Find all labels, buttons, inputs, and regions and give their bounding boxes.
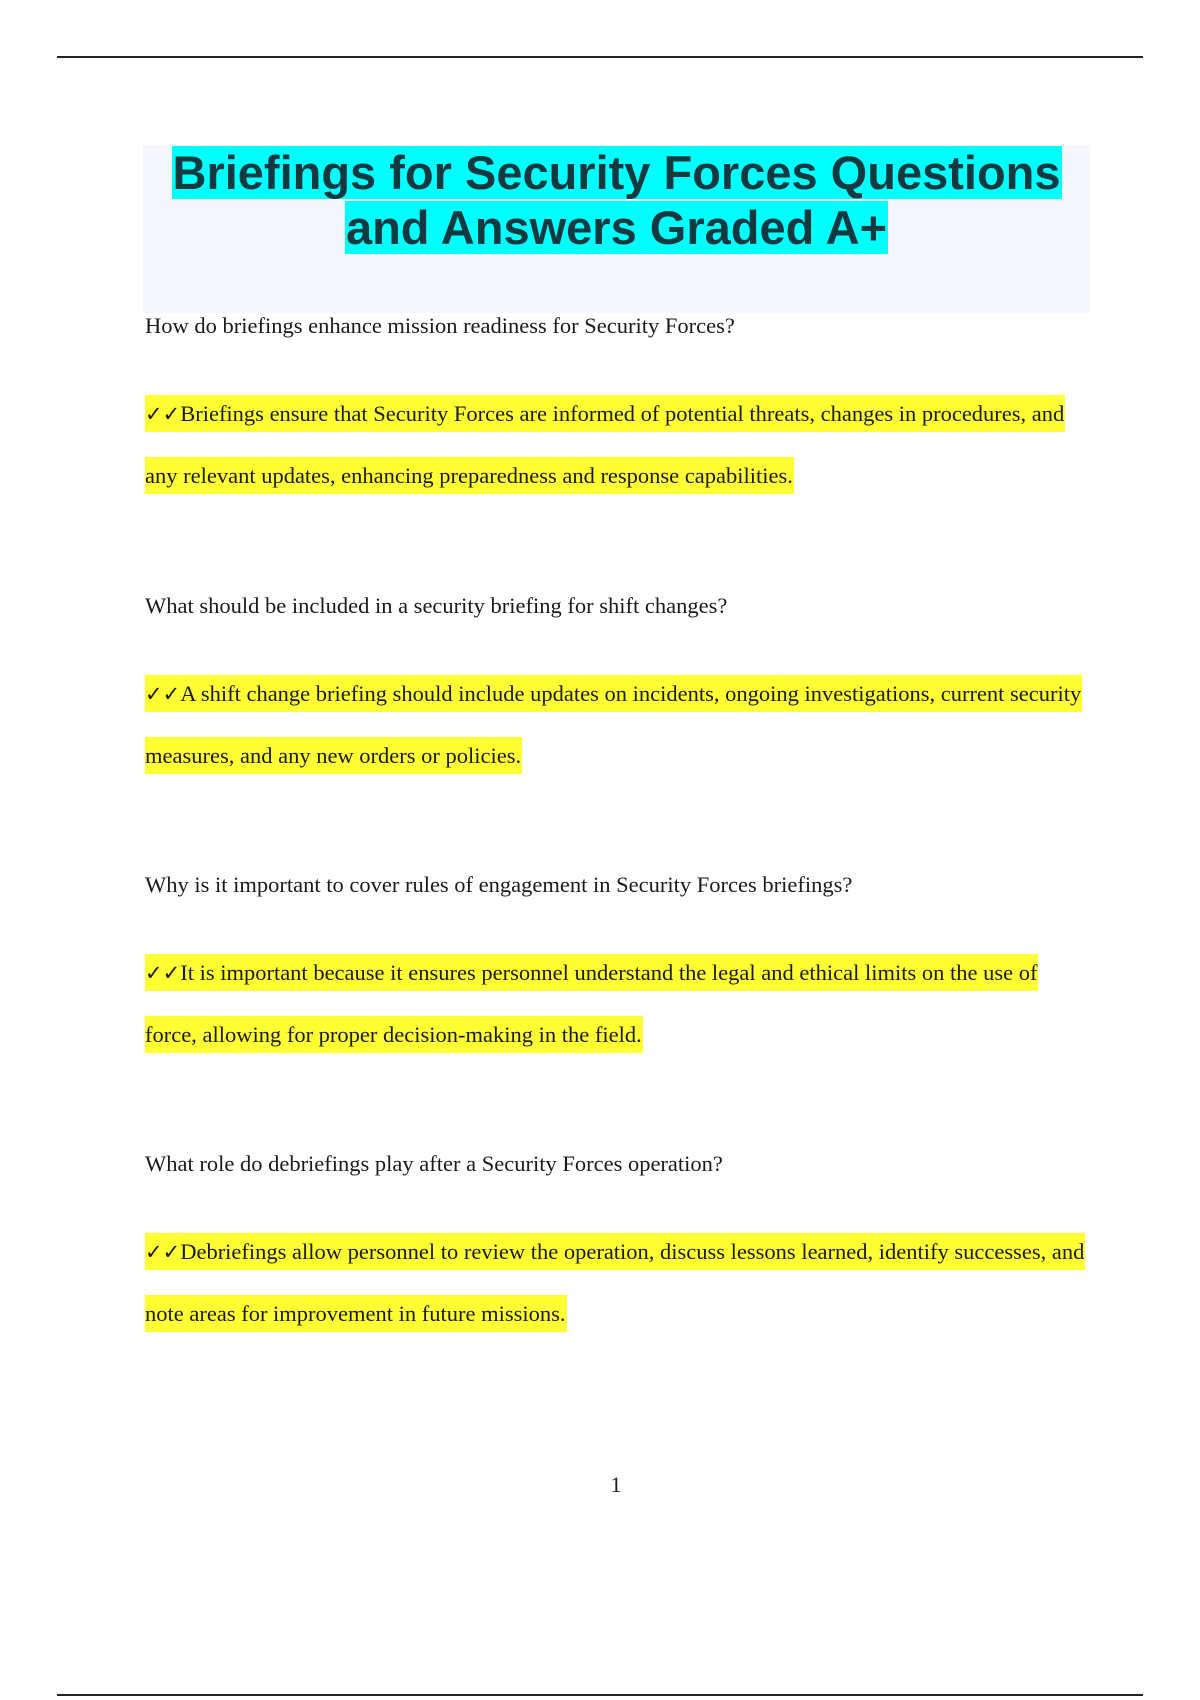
- check-icon: ✓✓: [145, 1240, 181, 1264]
- header-rule: [57, 56, 1143, 58]
- check-icon: ✓✓: [145, 682, 181, 706]
- title-line-2: and Answers Graded A+: [345, 201, 888, 254]
- qa-item-4: [145, 1150, 1085, 1344]
- title-line-1: Briefings for Security Forces Questions: [172, 146, 1061, 199]
- answer-2: [145, 663, 1085, 786]
- qa-item-3: [145, 871, 1085, 1065]
- answer-4: [145, 1221, 1085, 1344]
- answer-1-text: Briefings ensure that Security Forces are informed of potential threats, changes in procedures, and any relevant updates, enhancing preparedness and response capabilities.: [145, 401, 1065, 488]
- answer-3: [145, 942, 1085, 1065]
- question-4: What role do debriefings play after a Security Forces operation?: [145, 1151, 723, 1176]
- page-number: 1: [610, 1472, 622, 1497]
- question-2: What should be included in a security briefing for shift changes?: [145, 593, 728, 618]
- qa-item-2: [145, 592, 1085, 786]
- answer-4-text: Debriefings allow personnel to review the operation, discuss lessons learned, identify successes, and note areas for improvement in future missions.: [145, 1239, 1085, 1326]
- answer-1: [145, 383, 1085, 506]
- answer-3-text: It is important because it ensures personnel understand the legal and ethical limits on the use of force, allowing for proper decision-making in the field.: [145, 960, 1038, 1047]
- qa-item-1: [145, 312, 1085, 506]
- footer-rule: [57, 1694, 1143, 1696]
- title-block: [143, 145, 1090, 313]
- question-3: Why is it important to cover rules of engagement in Security Forces briefings?: [145, 872, 853, 897]
- check-icon: ✓✓: [145, 961, 181, 985]
- check-icon: ✓✓: [145, 402, 181, 426]
- document-title: [143, 145, 1090, 255]
- answer-2-text: A shift change briefing should include updates on incidents, ongoing investigations, current security measures, and any new orders or policies.: [145, 681, 1082, 768]
- question-1: How do briefings enhance mission readiness for Security Forces?: [145, 313, 735, 338]
